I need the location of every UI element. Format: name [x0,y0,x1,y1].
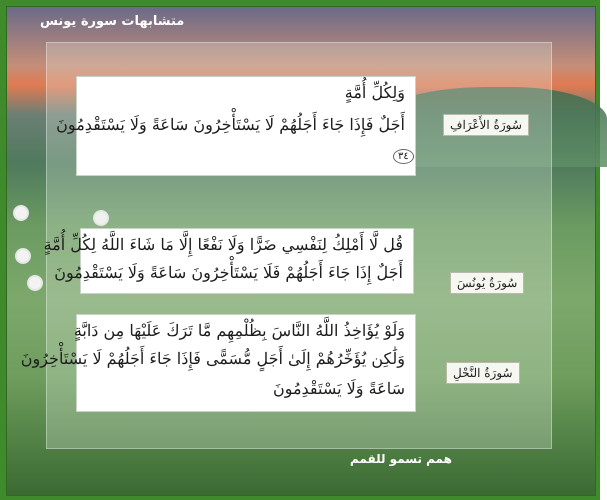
daisy-icon [15,207,27,219]
verse-line: أَجَلٌ إِذَا جَاءَ أَجَلُهُمْ فَلَا يَسْتَأْخِرُونَ سَاعَةً وَلَا يَسْتَقْدِمُونَ [54,263,403,282]
verse-line: وَلَوْ يُؤَاخِذُ اللَّهُ النَّاسَ بِظُلْمِهِم مَّا تَرَكَ عَلَيْهَا مِن دَابَّةٍ [73,321,405,340]
daisy-icon [17,250,29,262]
verse-panel-araf [56,76,416,176]
verse-panel-nahl [20,314,416,412]
verse-panel-yunus [43,228,414,294]
verse-line: سَاعَةً وَلَا يَسْتَقْدِمُونَ [272,379,405,398]
verse-line: وَلِكُلِّ أُمَّةٍ [344,83,405,102]
page-title: متشابهات سورة يونس [40,14,185,29]
verse-line: أَجَلٌ فَإِذَا جَاءَ أَجَلُهُمْ لَا يَسْتَأْخِرُونَ سَاعَةً وَلَا يَسْتَقْدِمُونَ [56,115,405,134]
surah-label-yunus: سُورَةُ يُونُسَ [450,272,524,294]
verse-line: وَلَٰكِن يُؤَخِّرُهُمْ إِلَىٰ أَجَلٍ مُّسَمًّى فَإِذَا جَاءَ أَجَلُهُمْ لَا يَسْتَأْخِرُونَ [20,349,405,368]
ayah-number: ٣٤ [393,149,414,164]
footer-slogan: همم تسمو للقمم [350,452,452,466]
surah-label-nahl: سُورَةُ النَّحْلِ [446,362,520,384]
daisy-icon [29,277,41,289]
verse-line: قُل لَّا أَمْلِكُ لِنَفْسِي ضَرًّا وَلَا نَفْعًا إِلَّا مَا شَاءَ اللَّهُ لِكُلِّ أُمَّةٍ [43,235,403,254]
surah-label-araf: سُورَةُ الأَعْرَافِ [443,114,529,136]
